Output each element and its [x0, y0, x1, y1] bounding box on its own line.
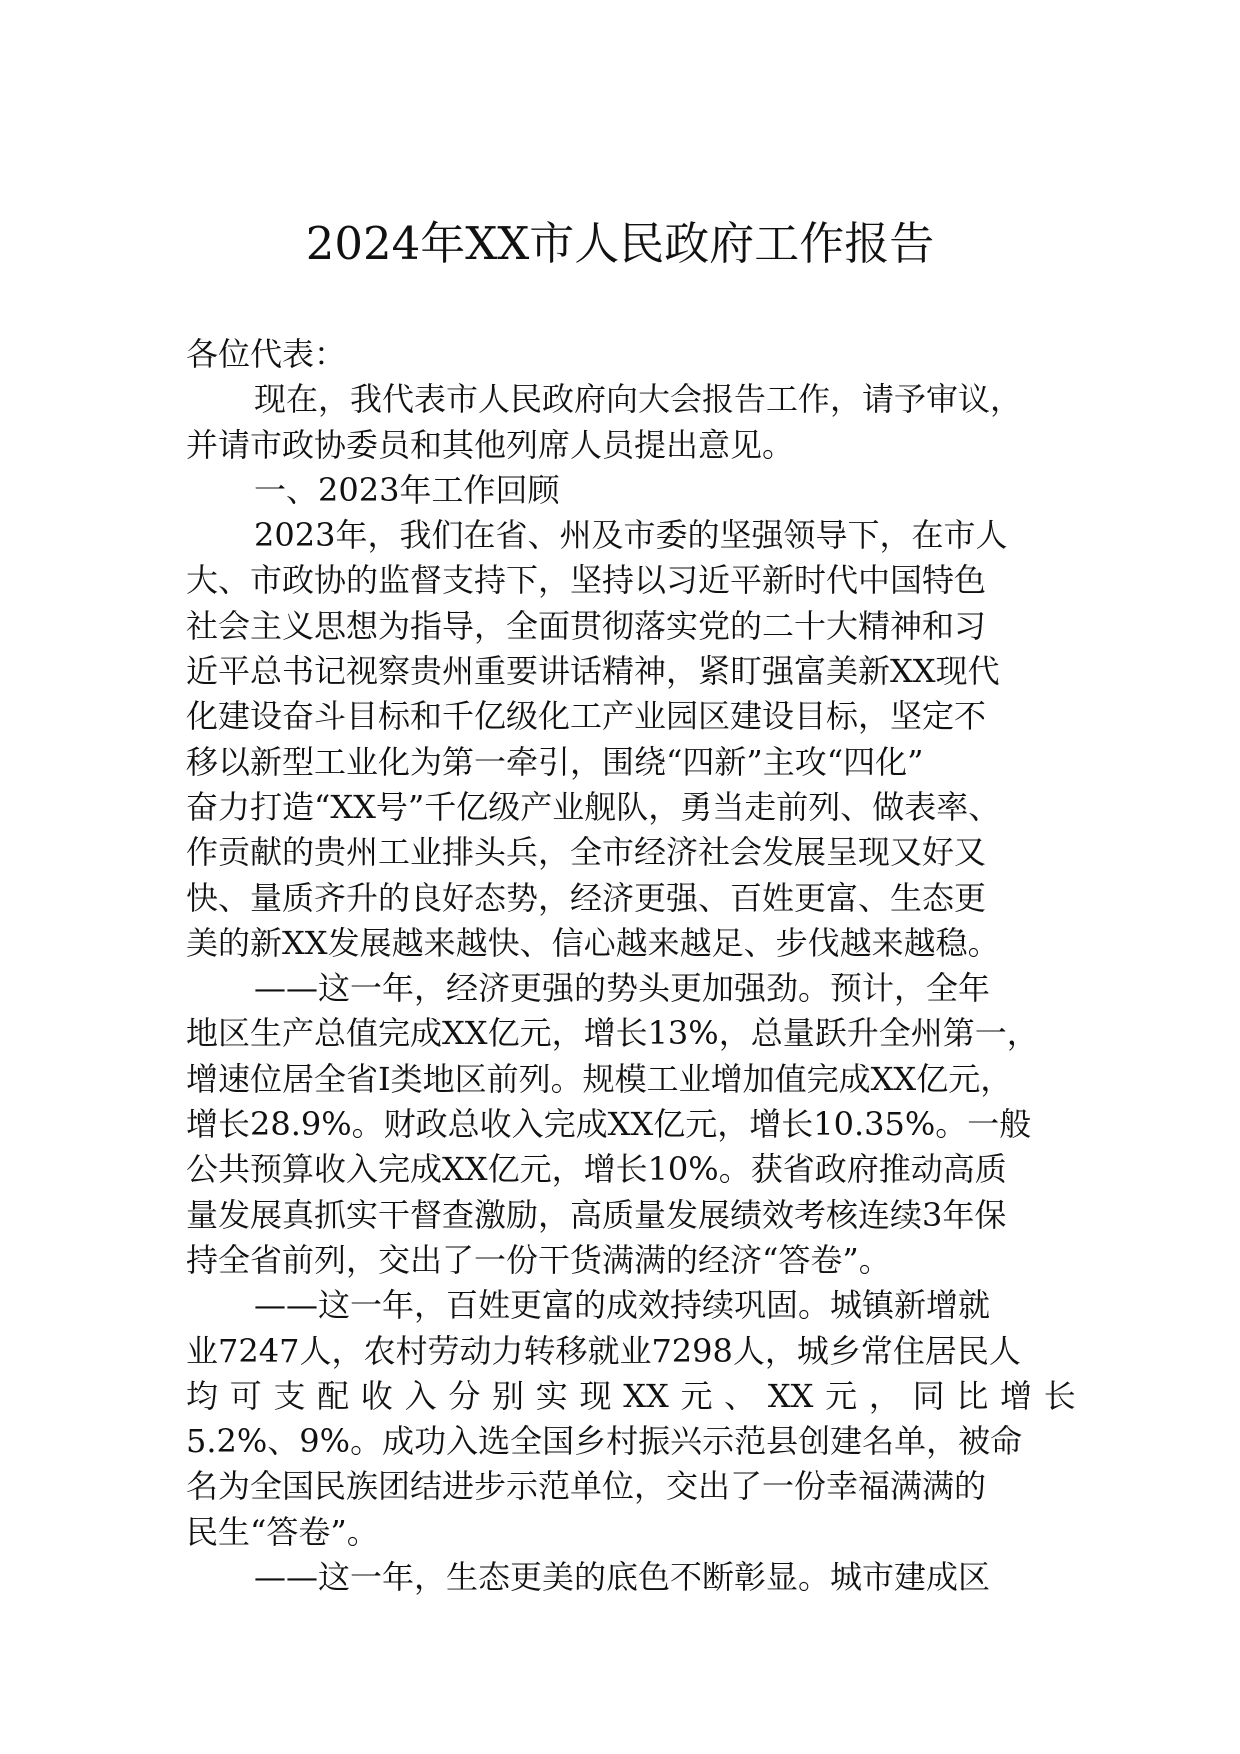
text-line: 民生“答卷”。 — [186, 1512, 379, 1551]
text-line: ——这一年，百姓更富的成效持续巩固。城镇新增就 — [254, 1286, 991, 1325]
text-line: 并请市政协委员和其他列席人员提出意见。 — [186, 425, 795, 464]
text-line: ——这一年，生态更美的底色不断彰显。城市建成区 — [254, 1558, 991, 1597]
text-token: 可 — [229, 1376, 262, 1415]
text-line: 一、2023年工作回顾 — [254, 470, 560, 509]
text-line: 移以新型工业化为第一牵引，围绕“四新”主攻“四化” — [186, 742, 924, 781]
text-line: 名为全国民族团结进步示范单位，交出了一份幸福满满的 — [186, 1467, 987, 1506]
text-line: 持全省前列，交出了一份干货满满的经济“答卷”。 — [186, 1240, 891, 1279]
text-token: 、 — [724, 1376, 757, 1415]
text-token: 实 — [535, 1376, 568, 1415]
text-line: 美的新XX发展越来越快、信心越来越足、步伐越来越稳。 — [186, 923, 1000, 962]
text-line: 业7247人，农村劳动力转移就业7298人，城乡常住居民人 — [186, 1331, 1021, 1370]
text-token: XX — [767, 1376, 814, 1415]
text-line: 增速位居全省I类地区前列。规模工业增加值完成XX亿元， — [186, 1059, 1013, 1098]
text-token: 入 — [404, 1376, 437, 1415]
text-token: 同 — [912, 1376, 945, 1415]
text-token: 支 — [273, 1376, 306, 1415]
text-line: 社会主义思想为指导，全面贯彻落实党的二十大精神和习 — [186, 606, 987, 645]
text-line: 公共预算收入完成XX亿元，增长10%。获省政府推动高质 — [186, 1150, 1007, 1189]
text-token: 配 — [317, 1376, 350, 1415]
text-token: 增 — [1000, 1376, 1033, 1415]
text-token: 现 — [579, 1376, 612, 1415]
text-line: ——这一年，经济更强的势头更加强劲。预计，全年 — [254, 969, 991, 1008]
text-token: 长 — [1043, 1376, 1076, 1415]
text-line: 地区生产总值完成XX亿元，增长13%，总量跃升全州第一， — [186, 1014, 1039, 1053]
text-line: 近平总书记视察贵州重要讲话精神，紧盯强富美新XX现代 — [186, 652, 1000, 691]
text-token: XX — [623, 1376, 669, 1415]
salutation: 各位代表： — [186, 335, 347, 373]
text-token: 均 — [186, 1376, 219, 1415]
text-line: 2023年，我们在省、州及市委的坚强领导下，在市人 — [254, 516, 1008, 555]
text-token: 元 — [680, 1376, 713, 1415]
text-token: 比 — [956, 1376, 989, 1415]
document-body — [186, 332, 1076, 1600]
text-line: 5.2%、9%。成功入选全国乡村振兴示范县创建名单，被命 — [186, 1422, 1023, 1461]
text-line: 增长28.9%。财政总收入完成XX亿元，增长10.35%。一般 — [186, 1105, 1032, 1144]
text-line: 奋力打造“XX号”千亿级产业舰队，勇当走前列、做表率、 — [186, 787, 1001, 826]
text-token: ， — [868, 1376, 901, 1415]
text-line: 快、量质齐升的良好态势，经济更强、百姓更富、生态更 — [186, 878, 987, 917]
text-token: 分 — [448, 1376, 481, 1415]
text-line: 作贡献的贵州工业排头兵，全市经济社会发展呈现又好又 — [186, 833, 987, 872]
text-line — [186, 1374, 1076, 1419]
text-line: 大、市政协的监督支持下，坚持以习近平新时代中国特色 — [186, 561, 987, 600]
text-line: 量发展真抓实干督查激励，高质量发展绩效考核连续3年保 — [186, 1195, 1007, 1234]
text-token: 元 — [825, 1376, 858, 1415]
text-line: 化建设奋斗目标和千亿级化工产业园区建设目标，坚定不 — [186, 697, 987, 736]
text-token: 别 — [492, 1376, 525, 1415]
document-title: 2024年XX市人民政府工作报告 — [305, 217, 935, 270]
text-line: 现在，我代表市人民政府向大会报告工作，请予审议， — [254, 380, 1023, 419]
text-token: 收 — [360, 1376, 393, 1415]
